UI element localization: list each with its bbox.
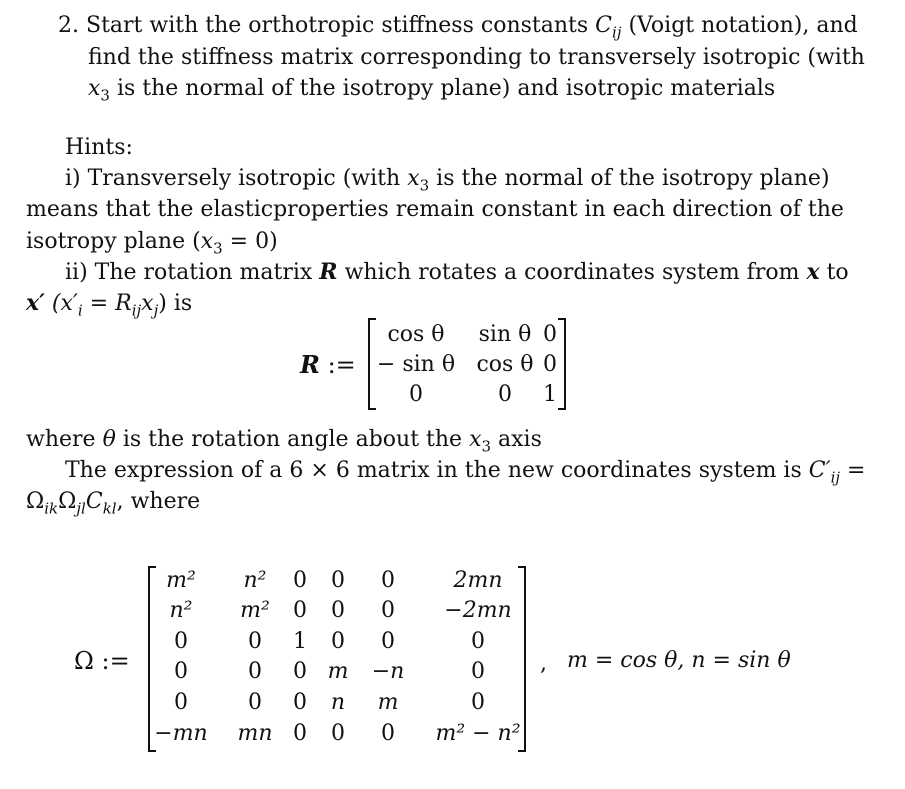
problem-line-2: find the stiffness matrix corresponding to transversely isotropic (with — [88, 45, 865, 70]
matrix-cell: 0 — [471, 629, 485, 654]
omega-matrix — [148, 566, 526, 752]
problem-line-3: $x_3$ is the normal of the isotropy plane) and isotropic materials — [88, 76, 776, 105]
matrix-cell: 0 — [471, 659, 485, 684]
matrix-cell: n² — [169, 598, 193, 623]
matrix-cell: cos θ — [476, 352, 534, 377]
matrix-cell: 0 — [174, 690, 188, 715]
matrix-cell: −mn — [154, 721, 208, 746]
omega-comma: , — [540, 651, 547, 676]
problem-number: 2. — [58, 13, 79, 38]
hint1-line-2: means that the elasticproperties remain constant in each direction of the — [26, 197, 844, 222]
matrix-cell: 0 — [331, 721, 345, 746]
matrix-cell: 0 — [409, 382, 423, 407]
matrix-cell: mn — [237, 721, 273, 746]
matrix-cell: 0 — [248, 690, 262, 715]
matrix-cell: 0 — [498, 382, 512, 407]
matrix-cell: 0 — [543, 352, 557, 377]
matrix-cell: m² − n² — [435, 721, 521, 746]
cij-symbol: $C_{ij}$ — [595, 13, 622, 42]
matrix-cell: 0 — [293, 690, 307, 715]
matrix-cell: 0 — [471, 690, 485, 715]
matrix-cell: 0 — [381, 721, 395, 746]
rotation-matrix — [368, 318, 566, 410]
matrix-cell: m² — [166, 568, 196, 593]
matrix-cell: 0 — [248, 629, 262, 654]
matrix-cell: 0 — [543, 322, 557, 347]
matrix-cell: 2mn — [453, 568, 503, 593]
matrix-cell: 0 — [293, 568, 307, 593]
matrix-cell: n — [330, 690, 346, 715]
matrix-cell: 0 — [248, 659, 262, 684]
expression-line-1: The expression of a 6 × 6 matrix in the new coordinates system is $C'_{ij}$ = — [65, 458, 866, 487]
matrix-cell: 0 — [174, 629, 188, 654]
problem-text-1: Start with the orthotropic stiffness constants — [86, 13, 589, 38]
hint2-line-2: x′ $(x'_i = R_{ij}x_j)$ is — [26, 290, 193, 320]
problem-line-1 — [58, 12, 858, 40]
rotation-matrix-lhs: R := — [300, 350, 356, 379]
matrix-cell: 1 — [293, 629, 307, 654]
matrix-cell: 0 — [293, 721, 307, 746]
problem-text-1-tail: (Voigt notation), and — [628, 13, 858, 38]
matrix-cell: 0 — [381, 598, 395, 623]
matrix-cell: − sin θ — [376, 352, 456, 377]
hint2-line-1: ii) The rotation matrix R which rotates a coordinates system from x to — [65, 259, 849, 285]
hint1-line-1: i) Transversely isotropic (with $x_3$ is the normal of the isotropy plane) — [65, 166, 830, 195]
matrix-cell: cos θ — [387, 322, 445, 347]
matrix-cell: 0 — [381, 568, 395, 593]
matrix-cell: n² — [243, 568, 267, 593]
matrix-cell: −n — [371, 659, 405, 684]
where-line: where θ is the rotation angle about the $x_3$ axis — [26, 427, 542, 456]
matrix-cell: 0 — [331, 598, 345, 623]
omega-matrix-lhs: Ω := — [74, 647, 130, 675]
matrix-cell: 0 — [331, 568, 345, 593]
matrix-cell: 0 — [293, 598, 307, 623]
matrix-cell: 1 — [543, 382, 557, 407]
omega-definitions: m = cos θ, n = sin θ — [567, 648, 791, 673]
hints-heading: Hints: — [65, 135, 133, 160]
matrix-cell: 0 — [174, 659, 188, 684]
expression-line-2: $\Omega_{ik}\Omega_{jl}C_{kl}$, where — [26, 489, 201, 518]
matrix-cell: m² — [240, 598, 270, 623]
matrix-cell: 0 — [381, 629, 395, 654]
matrix-cell: 0 — [293, 659, 307, 684]
matrix-cell: m — [327, 659, 349, 684]
hint1-line-3: isotropy plane $(x_3 = 0)$ — [26, 229, 278, 258]
matrix-cell: 0 — [331, 629, 345, 654]
matrix-cell: sin θ — [478, 322, 532, 347]
matrix-cell: m — [377, 690, 399, 715]
matrix-cell: −2mn — [444, 598, 512, 623]
